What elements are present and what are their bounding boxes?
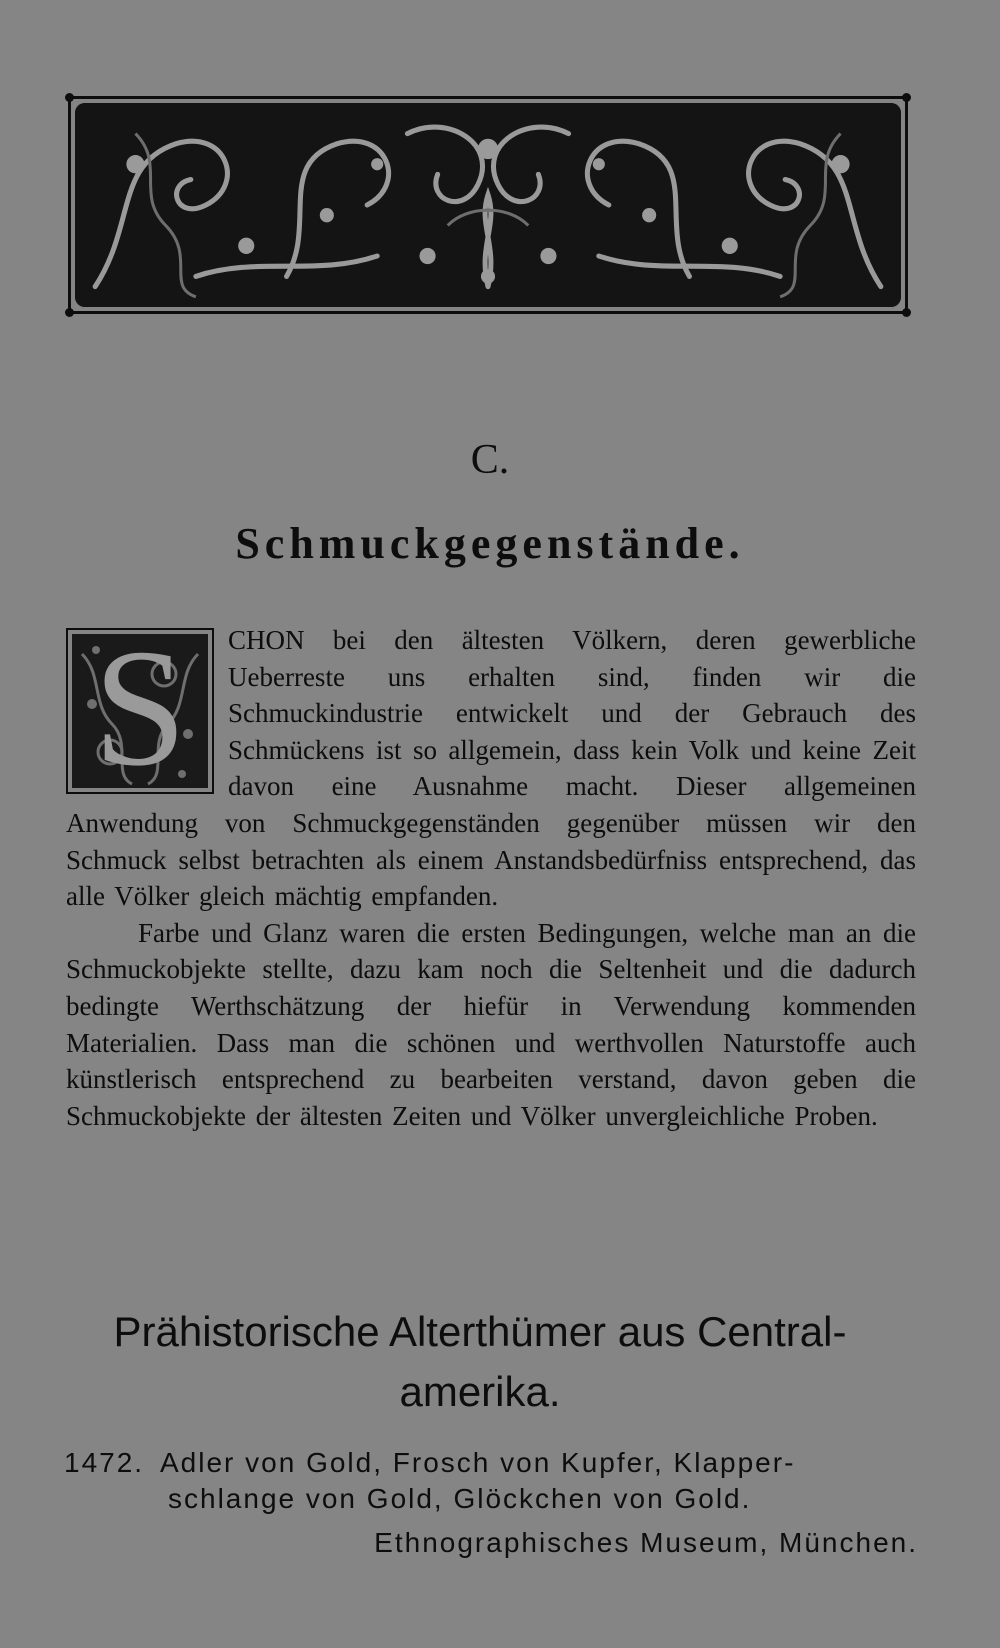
- paragraph: Farbe und Glanz waren die ersten Bedingungen, welche man an die Schmuckobjekte stellte, dazu kam noch die Seltenheit und die dadurch bedingte Werthschätzung der hiefür in Verwendung kommenden Materialien. Dass man die schönen und werthvollen Naturstoffe auch künstlerisch entsprechend zu bearbeiten verstand, davon geben die Schmuckobjekte der ältesten Zeiten und Völker unvergleichliche Proben.: [66, 917, 916, 1131]
- catalog-entry: [64, 1445, 924, 1561]
- corner-dot-icon: [65, 93, 74, 102]
- floral-ornament-icon: [75, 103, 901, 307]
- corner-dot-icon: [902, 308, 911, 317]
- entry-number: 1472.: [64, 1447, 145, 1478]
- subsection-heading: [0, 1302, 960, 1422]
- entry-source: Ethnographisches Museum, München.: [374, 1527, 918, 1558]
- corner-dot-icon: [902, 93, 911, 102]
- entry-description-continued: schlange von Gold, Glöckchen von Gold.: [168, 1483, 752, 1514]
- subsection-heading-line: amerika.: [399, 1368, 561, 1415]
- subsection-heading-line: Prähistorische Alterthümer aus Central-: [113, 1308, 847, 1355]
- paragraph: CHON bei den ältesten Völkern, deren gewerbliche Ueberreste uns erhalten sind, finden wir die Schmuckindustrie entwickelt und der Gebrauch des Schmückens ist so allgemein, dass kein Volk und keine Zeit davon eine Ausnahme macht. Dieser allgemeinen Anwendung von Schmuckgegenständen gegenüber müssen wir den Schmuck selbst betrachten als einem Anstandsbedürfniss entsprechend, das alle Völker gleich mächtig empfanden.: [66, 625, 916, 912]
- entry-description: Adler von Gold, Frosch von Kupfer, Klapper-: [160, 1447, 796, 1478]
- intro-text: [66, 622, 916, 1134]
- initial-letter: S: [93, 634, 187, 788]
- section-title: Schmuckgegenstände.: [235, 519, 745, 568]
- decorated-initial: [66, 628, 214, 794]
- corner-dot-icon: [65, 308, 74, 317]
- entry-line: [64, 1445, 924, 1481]
- section-letter: C.: [470, 437, 510, 483]
- ornamental-header-banner: [68, 96, 908, 314]
